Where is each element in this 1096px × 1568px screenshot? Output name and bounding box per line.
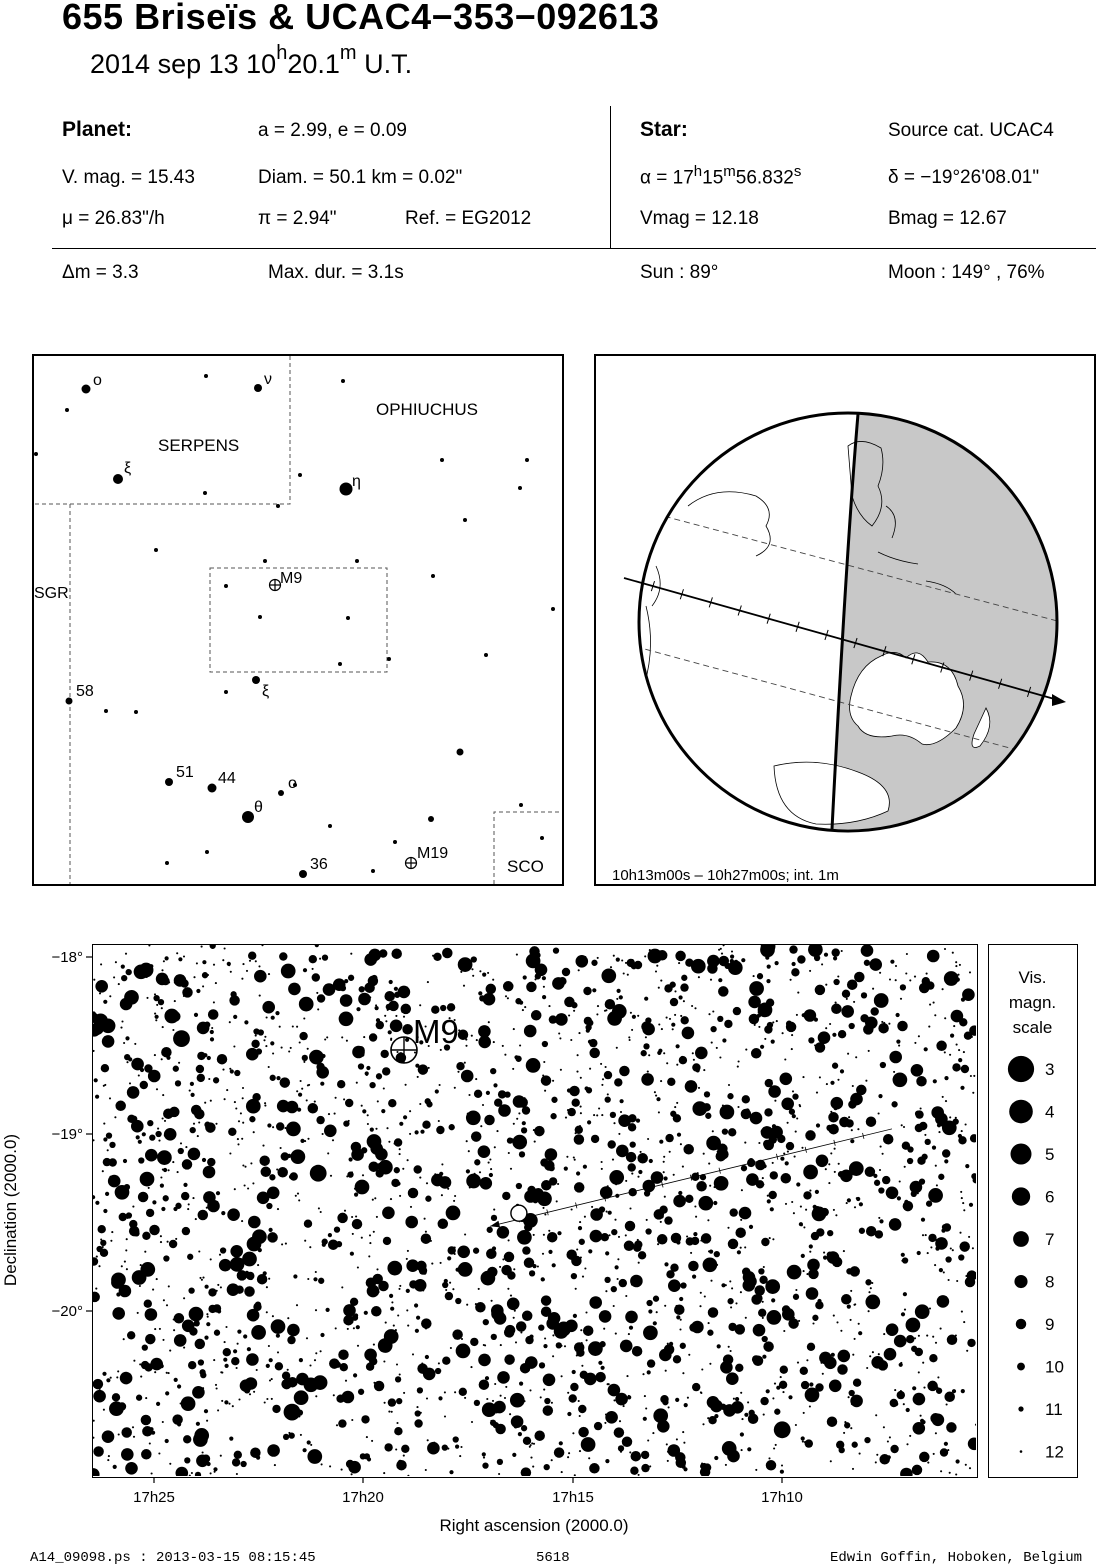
globe-svg <box>596 356 1094 884</box>
star-eta-oph <box>340 483 353 496</box>
label-nu-oph: ν <box>264 371 272 388</box>
footer-file: A14_09098.ps : 2013-03-15 08:15:45 <box>30 1550 316 1566</box>
legend-title-line: magn. <box>1008 993 1057 1012</box>
finder-star <box>263 559 267 563</box>
time-hours: 10 <box>246 49 277 79</box>
finder-star <box>518 486 522 490</box>
star-xi-ser <box>113 474 123 484</box>
finder-chart-svg <box>34 356 562 884</box>
legend-magnitude: 7 <box>1045 1230 1055 1249</box>
legend-swatch <box>1009 1100 1033 1124</box>
track-arrow-icon <box>1052 694 1066 706</box>
finder-star <box>387 657 391 661</box>
finder-star <box>165 861 169 865</box>
planet-reference: Ref. = EG2012 <box>405 208 532 229</box>
finder-star <box>276 504 280 508</box>
finder-star <box>203 491 207 495</box>
finder-star <box>346 616 350 620</box>
finder-star <box>65 408 69 412</box>
label-eta-oph: η <box>352 473 361 490</box>
finder-star <box>519 803 523 807</box>
star-51-oph <box>165 778 173 786</box>
legend-swatch <box>1017 1363 1025 1371</box>
label-sagittarius: SGR <box>34 585 69 602</box>
xtick-label-17h15: 17h15 <box>552 1489 594 1506</box>
star-ra-h-unit: h <box>693 163 703 180</box>
star-bmag: Bmag = 12.67 <box>888 208 1007 229</box>
xtick-label-17h20: 17h20 <box>342 1489 384 1506</box>
label-51: 51 <box>176 764 194 781</box>
label-omicron-ser: ο <box>93 372 102 389</box>
star-heading: Star: <box>640 118 688 141</box>
planet-heading: Planet: <box>62 118 133 141</box>
finder-star <box>204 374 208 378</box>
page-title: 655 Briseïs & UCAC4−353−092613 <box>62 0 660 37</box>
ytick-label-20: −20° <box>51 1303 83 1320</box>
legend-title-line: scale <box>1012 1018 1053 1037</box>
legend-svg <box>989 1045 1076 1465</box>
label-scorpius: SCO <box>507 857 544 876</box>
planet-orbit: a = 2.99, e = 0.09 <box>258 120 407 141</box>
finder-star <box>34 452 38 456</box>
globe-panel <box>594 354 1096 886</box>
label-theta-oph: θ <box>254 799 263 816</box>
finder-star <box>355 559 359 563</box>
planet-vmag: V. mag. = 15.43 <box>62 167 195 188</box>
star-omicron-oph <box>278 790 284 796</box>
star-ra-min: 15 <box>702 167 724 189</box>
event-date: 2014 sep 13 <box>90 49 239 79</box>
x-axis-label: Right ascension (2000.0) <box>439 1516 629 1535</box>
finder-star <box>428 816 434 822</box>
xtick-label-17h25: 17h25 <box>133 1489 175 1506</box>
ytick-label-18: −18° <box>51 949 83 966</box>
finder-star <box>298 473 302 477</box>
finder-star <box>431 574 435 578</box>
finder-star <box>484 653 488 657</box>
globe-night-side <box>832 414 1066 829</box>
legend-magnitude: 11 <box>1045 1400 1063 1419</box>
star-omicron-ser <box>82 385 91 394</box>
label-m9: M9 <box>280 570 303 587</box>
finder-star <box>440 458 444 462</box>
m9-chart-label: M9 <box>413 1013 459 1050</box>
max-duration: Max. dur. = 3.1s <box>268 262 404 283</box>
y-axis-label: Declination (2000.0) <box>1 1133 20 1287</box>
label-36: 36 <box>310 856 328 873</box>
legend-swatch <box>1016 1319 1027 1330</box>
label-58: 58 <box>76 683 94 700</box>
finder-star <box>224 584 228 588</box>
finder-star <box>463 518 467 522</box>
info-separator <box>52 248 1096 249</box>
legend-swatch <box>1014 1275 1027 1288</box>
legend-swatch <box>1013 1231 1029 1247</box>
legend-swatch <box>1018 1406 1023 1411</box>
finder-star <box>457 749 464 756</box>
star-58-oph <box>66 698 73 705</box>
legend-magnitude: 6 <box>1045 1187 1055 1207</box>
finder-star <box>393 840 397 844</box>
star-44-oph <box>208 784 217 793</box>
label-ophiuchus: OPHIUCHUS <box>376 400 479 419</box>
legend-magnitude: 12 <box>1045 1442 1064 1462</box>
finder-star <box>540 836 544 840</box>
label-m19: M19 <box>417 845 449 862</box>
xtick-label-17h10: 17h10 <box>761 1489 803 1506</box>
star-36-oph <box>299 870 307 878</box>
event-datetime <box>90 42 413 80</box>
label-44: 44 <box>218 770 236 787</box>
star-ra-s-unit: s <box>793 163 802 180</box>
legend-swatch <box>1008 1056 1034 1082</box>
sun-elongation: Sun : 89° <box>640 262 719 283</box>
finder-star <box>338 662 342 666</box>
star-ra <box>640 163 801 189</box>
finder-star <box>154 548 158 552</box>
star-xi-oph <box>252 676 260 684</box>
magnitude-legend <box>988 944 1078 1478</box>
legend-magnitude: 9 <box>1045 1315 1055 1334</box>
label-serpens: SERPENS <box>158 436 240 455</box>
time-suffix: U.T. <box>364 49 413 79</box>
finder-star <box>341 379 345 383</box>
star-ra-prefix: α = 17 <box>640 167 694 189</box>
finder-star <box>551 607 555 611</box>
finder-star <box>371 869 375 873</box>
finder-star <box>258 615 262 619</box>
finder-stars <box>34 374 555 878</box>
footer-number: 5618 <box>536 1550 570 1566</box>
finder-star <box>104 709 108 713</box>
label-xi-oph: ξ <box>262 683 270 700</box>
finder-star <box>224 690 228 694</box>
label-omicron-oph: ο <box>288 775 297 792</box>
serpens-boundary <box>34 356 290 504</box>
star-vmag: Vmag = 12.18 <box>640 208 759 229</box>
legend-magnitude: 3 <box>1045 1060 1055 1079</box>
legend-swatch <box>1020 1450 1023 1453</box>
finder-star <box>134 710 138 714</box>
planet-diameter: Diam. = 50.1 km = 0.02" <box>258 167 463 188</box>
legend-magnitude: 5 <box>1045 1145 1055 1164</box>
finder-chart <box>32 354 564 886</box>
time-minutes: 20.1 <box>287 49 340 79</box>
legend-magnitude: 8 <box>1045 1272 1055 1292</box>
finder-star <box>328 824 332 828</box>
planet-motion: μ = 26.83"/h <box>62 208 165 229</box>
legend-title-line: Vis. <box>1018 968 1047 987</box>
planet-parallax: π = 2.94" <box>258 208 337 229</box>
moon-info: Moon : 149° , 76% <box>888 262 1045 283</box>
footer-author: Edwin Goffin, Hoboken, Belgium <box>830 1550 1083 1566</box>
legend-swatch <box>1012 1187 1030 1205</box>
star-dec: δ = −19°26'08.01" <box>888 167 1040 188</box>
label-xi-ser: ξ <box>124 460 132 477</box>
ytick-label-19: −19° <box>51 1126 83 1143</box>
globe-caption: 10h13m00s – 10h27m00s; int. 1m <box>612 867 839 884</box>
star-ra-sec: 56.832 <box>735 167 794 189</box>
star-theta-oph <box>242 811 254 823</box>
info-divider <box>610 106 611 248</box>
delta-magnitude: Δm = 3.3 <box>62 262 139 283</box>
time-minutes-unit: m <box>339 42 357 64</box>
time-hours-unit: h <box>276 42 288 64</box>
legend-magnitude: 4 <box>1045 1102 1055 1122</box>
star-ra-m-unit: m <box>723 163 736 180</box>
legend-magnitude: 10 <box>1045 1357 1064 1377</box>
legend-title <box>989 965 1076 1040</box>
star-nu-oph <box>254 384 262 392</box>
finder-star <box>205 850 209 854</box>
chart-axes <box>0 930 1000 1550</box>
star-source: Source cat. UCAC4 <box>888 120 1054 141</box>
finder-star <box>525 458 529 462</box>
legend-swatch <box>1011 1144 1032 1165</box>
